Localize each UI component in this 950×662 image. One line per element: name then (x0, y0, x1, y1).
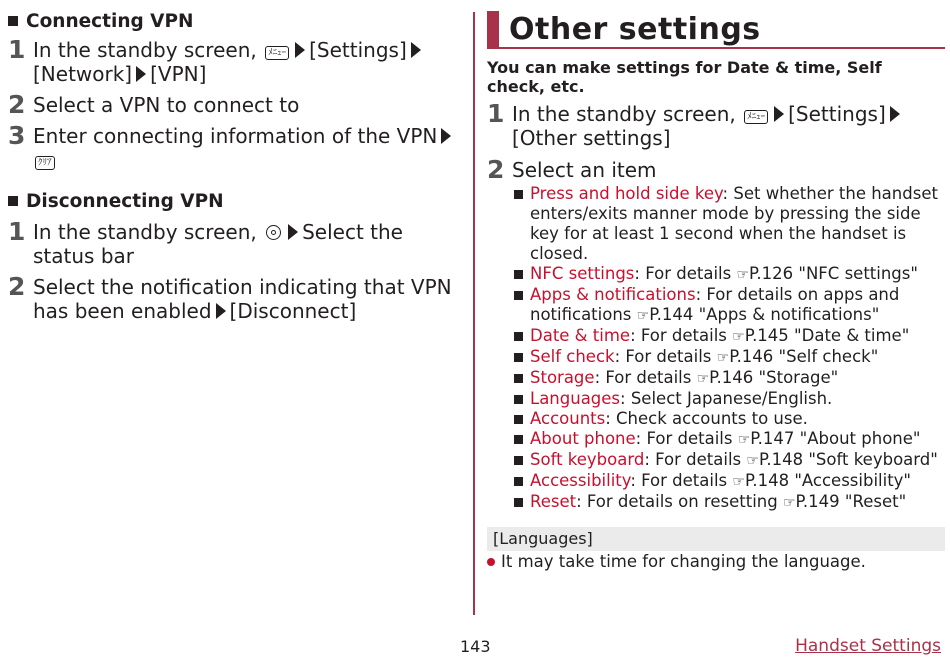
column-divider (473, 12, 475, 615)
reference-icon: ☞ (696, 371, 710, 387)
list-item: About phone: For details ☞P.147 "About phone" (512, 429, 945, 450)
connecting-vpn-heading: Connecting VPN (8, 9, 458, 33)
item-link-press-and-hold[interactable]: Press and hold side key (530, 184, 723, 203)
connect-step-2: 2 Select a VPN to connect to (8, 90, 300, 119)
section-link[interactable]: Handset Settings (795, 636, 941, 656)
step-number: 2 (8, 90, 26, 119)
note-line: It may take time for changing the language. (487, 551, 945, 573)
arrow-icon (216, 303, 226, 319)
arrow-icon (774, 106, 784, 122)
connect-step-3: 3 Enter connecting information of the VPN ｸﾘｱ (8, 124, 458, 172)
list-item: Storage: For details ☞P.146 "Storage" (512, 368, 945, 389)
step-number: 2 (487, 155, 505, 184)
menu-key-icon: ﾒﾆｭｰ (744, 110, 768, 124)
square-bullet-icon (8, 16, 18, 26)
step-number: 1 (8, 35, 26, 64)
left-column (8, 9, 458, 323)
note-title: [Languages] (487, 527, 945, 551)
reference-icon: ☞ (636, 308, 650, 324)
item-link-accounts[interactable]: Accounts (530, 409, 606, 428)
arrow-icon (890, 106, 900, 122)
list-item: Press and hold side key: Set whether the handset enters/exits manner mode by pressing the side key for at least 1 second when the handset is closed. (512, 184, 945, 264)
settings-item-list (512, 184, 945, 513)
list-item: NFC settings: For details ☞P.126 "NFC settings" (512, 264, 945, 285)
item-link-apps[interactable]: Apps & notifications (530, 285, 696, 304)
other-step-1: 1 In the standby screen, ﾒﾆｭｰ [Settings] [Other settings] (487, 102, 945, 150)
item-link-date-time[interactable]: Date & time (530, 326, 631, 345)
reference-icon: ☞ (716, 350, 730, 366)
list-item: Soft keyboard: For details ☞P.148 "Soft keyboard" (512, 450, 945, 471)
disconnecting-vpn-heading: Disconnecting VPN (8, 189, 458, 213)
reference-icon: ☞ (732, 474, 745, 490)
arrow-icon (295, 42, 305, 58)
other-step-2: 2 Select an item (487, 155, 657, 184)
page-title: Other settings (509, 11, 761, 47)
item-link-reset[interactable]: Reset (530, 492, 577, 511)
home-key-icon (266, 225, 281, 240)
page-number: 143 (460, 637, 491, 656)
disconnect-step-1: 1 In the standby screen, Select the status bar (8, 217, 403, 268)
intro-text: You can make settings for Date & time, Self check, etc. (487, 58, 882, 96)
step-number: 1 (487, 99, 505, 128)
item-link-accessibility[interactable]: Accessibility (530, 471, 631, 490)
list-item: Self check: For details ☞P.146 "Self check" (512, 347, 945, 368)
section-title-bar (487, 11, 945, 49)
reference-icon: ☞ (746, 453, 759, 469)
list-item: Accessibility: For details ☞P.148 "Accessibility" (512, 471, 945, 492)
arrow-icon (288, 224, 298, 240)
right-column (487, 11, 945, 573)
list-item: Reset: For details on resetting ☞P.149 "Reset" (512, 492, 945, 513)
menu-key-icon: ﾒﾆｭｰ (265, 46, 289, 60)
item-link-languages[interactable]: Languages (530, 389, 621, 408)
reference-icon: ☞ (782, 495, 796, 511)
connect-step-1: 1 In the standby screen, ﾒﾆｭｰ [Settings] [Network] [VPN] (8, 38, 458, 86)
list-item: Apps & notifications: For details on apps and notifications ☞P.144 "Apps & notifications" (512, 285, 945, 326)
item-link-storage[interactable]: Storage (530, 368, 595, 387)
step-number: 3 (8, 121, 26, 150)
item-link-soft-keyboard[interactable]: Soft keyboard (530, 450, 645, 469)
list-item: Languages: Select Japanese/English. (512, 389, 945, 409)
item-link-about-phone[interactable]: About phone (530, 429, 636, 448)
arrow-icon (411, 42, 421, 58)
step-number: 1 (8, 217, 26, 246)
clear-key-icon: ｸﾘｱ (35, 156, 55, 170)
title-accent (487, 11, 499, 47)
item-link-self-check[interactable]: Self check (530, 347, 615, 366)
red-bullet-icon (487, 558, 495, 566)
list-item: Accounts: Check accounts to use. (512, 409, 945, 429)
reference-icon: ☞ (736, 267, 750, 283)
reference-icon: ☞ (732, 329, 745, 345)
arrow-icon (136, 66, 146, 82)
arrow-icon (441, 128, 451, 144)
reference-icon: ☞ (737, 432, 751, 448)
step-number: 2 (8, 272, 26, 301)
list-item: Date & time: For details ☞P.145 "Date & time" (512, 326, 945, 347)
disconnect-step-2: 2 Select the notification indicating that VPN has been enabled [Disconnect] (8, 272, 452, 323)
square-bullet-icon (8, 196, 18, 206)
item-link-nfc[interactable]: NFC settings (530, 264, 635, 283)
